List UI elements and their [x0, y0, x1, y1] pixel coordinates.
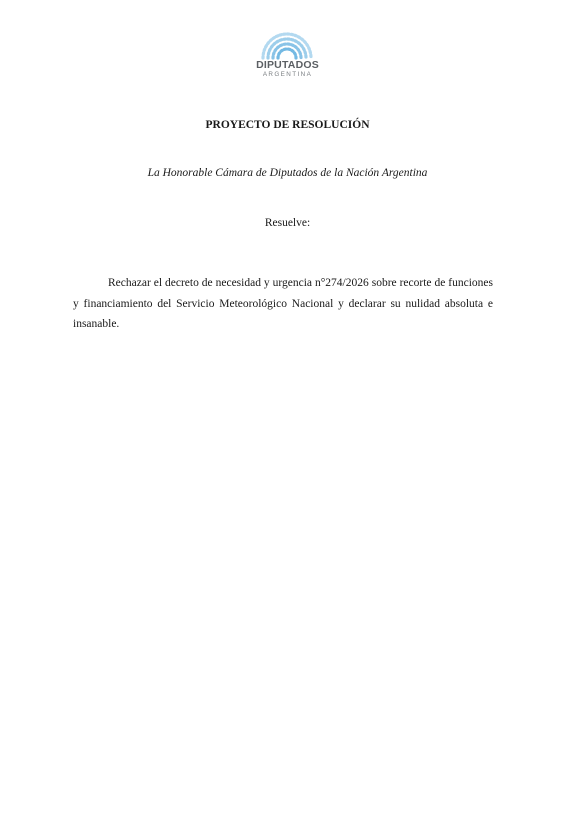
hemicycle-icon	[257, 28, 317, 60]
resolves-heading: Resuelve:	[264, 217, 311, 229]
document-title: PROYECTO DE RESOLUCIÓN	[205, 119, 370, 131]
resolution-body: Rechazar el decreto de necesidad y urgencia n°274/2026 sobre recorte de funciones y financiamiento del Servicio Meteorológico Nacional y declarar su nulidad absoluta e insanable.	[73, 277, 493, 330]
chamber-name: La Honorable Cámara de Diputados de la Nación Argentina	[147, 167, 428, 179]
diputados-logo	[240, 28, 335, 82]
logo-name: DIPUTADOS	[256, 59, 319, 71]
logo-subtitle: ARGENTINA	[262, 71, 313, 78]
